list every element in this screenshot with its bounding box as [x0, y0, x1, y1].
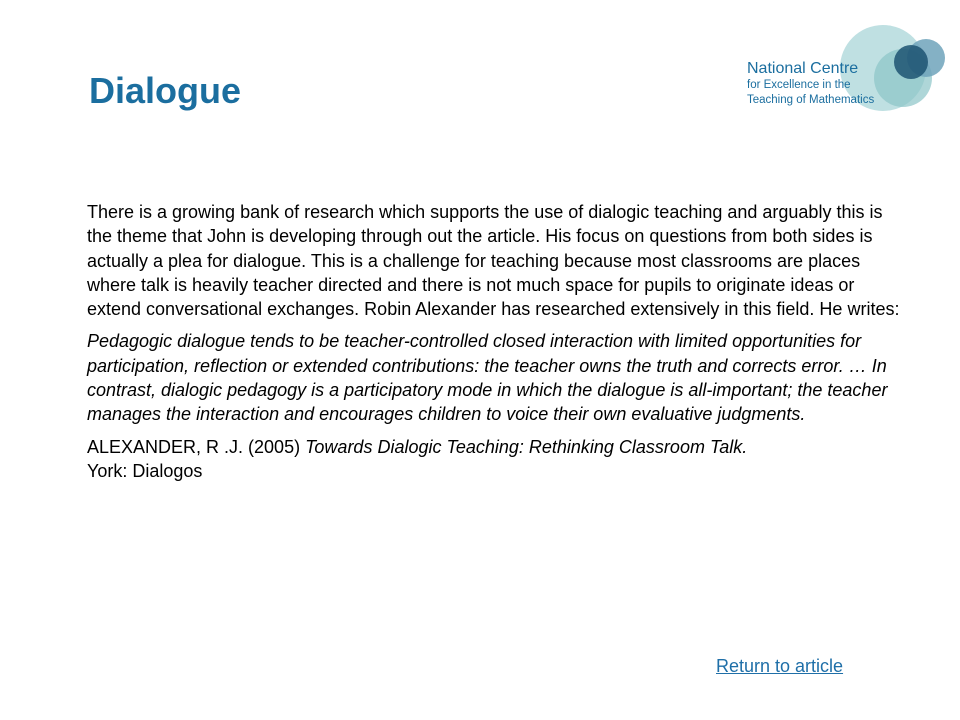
ncetm-logo	[745, 20, 945, 125]
logo-subtitle-2: Teaching of Mathematics	[747, 94, 875, 106]
slide-title: Dialogue	[89, 70, 242, 111]
citation-author: ALEXANDER, R .J. (2005)	[87, 436, 306, 457]
citation-book-title: Towards Dialogic Teaching: Rethinking Classroom Talk.	[305, 436, 748, 457]
citation	[87, 435, 907, 484]
slide-content	[87, 200, 907, 491]
logo-subtitle-1: for Excellence in the	[747, 79, 851, 91]
body-paragraph: There is a growing bank of research which supports the use of dialogic teaching and arguably this is the theme that John is developing through out the article. His focus on questions from both sides is actually a plea for dialogue. This is a challenge for teaching because most classrooms are places where talk is heavily teacher directed and there is not much space for pupils to originate ideas or extend conversational exchanges. Robin Alexander has researched extensively in this field. He writes:	[87, 202, 900, 320]
quote-paragraph: Pedagogic dialogue tends to be teacher-controlled closed interaction with limited opportunities for participation, reflection or extended contributions: the teacher owns the truth and corrects error. … In contrast, dialogic pedagogy is a participatory mode in which the dialogue is all-important; the teacher manages the interaction and encourages children to voice their own evaluative judgments.	[87, 331, 888, 425]
logo-title: National Centre	[747, 60, 859, 77]
return-to-article-link[interactable]: Return to article	[716, 656, 844, 676]
citation-publisher: York: Dialogos	[87, 460, 203, 481]
